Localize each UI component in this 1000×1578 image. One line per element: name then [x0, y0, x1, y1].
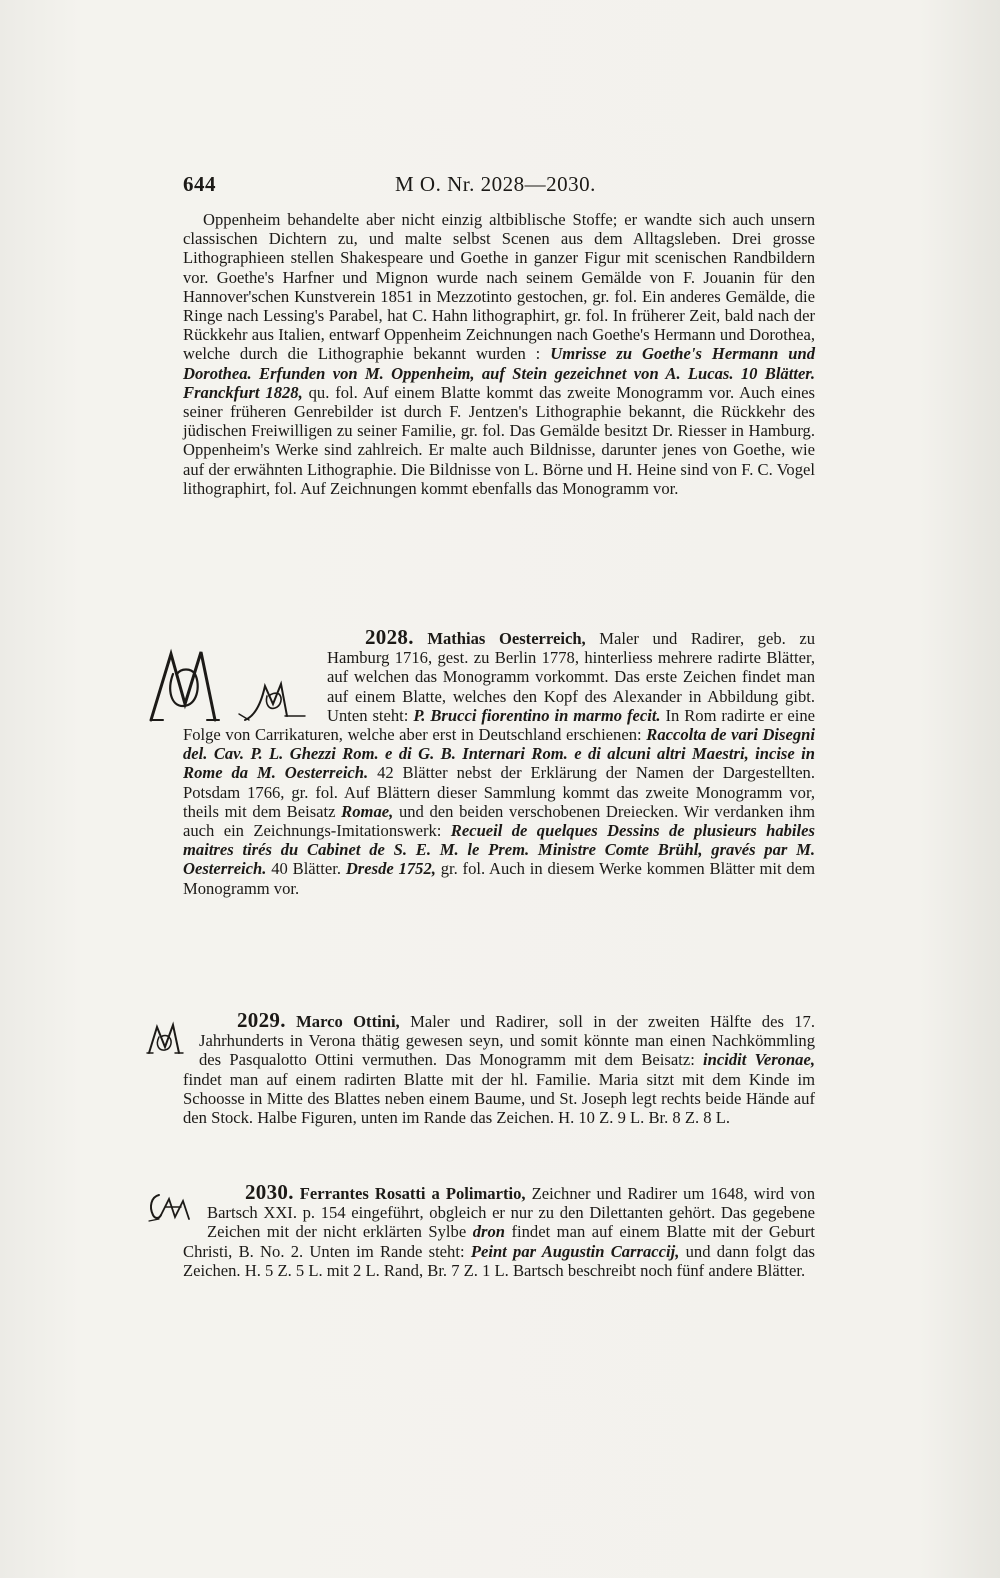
running-title: M O. Nr. 2028—2030. [395, 172, 596, 196]
entry-artist-name: Ferrantes Rosatti a Polimartio, [299, 1184, 526, 1203]
entry-2030 [183, 1180, 815, 1280]
entry-paragraph: 2028. Mathias Oesterreich, Maler und Radirer, geb. zu Hamburg 1716, gest. zu Berlin 1778, hinterliess mehrere radirte Blätter, auf welchen das Monogramm vorkommt. Das erste Zeichen findet man auf einem Blatte, welches den Kopf des Alexander in Abbildung gibt. Unten steht: P. Brucci fiorentino in marmo fecit. In Rom radirte er eine Folge von Carrikaturen, welche aber erst in Deutschland erschienen: Raccolta de vari Disegni del. Cav. P. L. Ghezzi Rom. e di G. B. Internari Rom. e di alcuni altri Maestri, incise in Rome da M. Oesterreich. 42 Blätter nebst der Erklärung der Namen der Dargestellten. Potsdam 1766, gr. fol. Auf Blättern dieser Sammlung kommt das zweite Monogramm vor, theils mit dem Beisatz Romae, und den beiden verschobenen Dreiecken. Wir verdanken ihm auch ein Zeichnungs-Imitationswerk: Recueil de quelques Dessins de plusieurs habiles maitres tirés du Cabinet de S. E. M. le Prem. Ministre Comte Brühl, gravés par M. Oesterreich. 40 Blätter. Dresde 1752, gr. fol. Auch in diesem Werke kommen Blätter mit dem Monogramm vor. [183, 628, 815, 898]
entry-paragraph: 2029. Marco Ottini, Maler und Radirer, soll in der zweiten Hälfte des 17. Jahrhunderts in Verona thätig gewesen seyn, und somit könnte man einen Nachkömmling des Pasqualotto Ottini vermuthen. Das Monogramm mit dem Beisatz: incidit Veronae, findet man auf einem radirten Blatte mit der hl. Familie. Maria sitzt mit dem Kinde im Schoosse in Mitte des Blattes neben einem Baume, und St. Joseph legt rechts beide Hände auf den Stock. Halbe Figuren, unten im Rande das Zeichen. H. 10 Z. 9 L. Br. 8 Z. 8 L. [183, 1011, 815, 1127]
entry-number: 2030. [245, 1180, 294, 1204]
monogram-fr-icon [145, 1189, 197, 1225]
page-header [183, 172, 815, 202]
entry-number: 2029. [237, 1008, 286, 1032]
entry-artist-name: Marco Ottini, [296, 1012, 400, 1031]
entry-paragraph: 2030. Ferrantes Rosatti a Polimartio, Zeichner und Radirer um 1648, wird von Bartsch XXI. p. 154 eingeführt, obgleich er nur zu den Dilettanten gehört. Das gegebene Zeichen mit der nicht erklärten Sylbe dron findet man auf einem Blatte mit der Geburt Christi, B. No. 2. Unten im Rande steht: Peint par Augustin Carraccij, und dann folgt das Zeichen. H. 5 Z. 5 L. mit 2 L. Rand, Br. 7 Z. 1 L. Bartsch beschreibt noch fünf andere Blätter. [183, 1183, 815, 1280]
page-number: 644 [183, 172, 216, 196]
entry-artist-name: Mathias Oesterreich, [427, 629, 586, 648]
entry-number: 2028. [365, 625, 414, 649]
entry-2028 [183, 625, 816, 898]
entry-2029 [183, 1008, 815, 1128]
intro-paragraph: Oppenheim behandelte aber nicht einzig altbiblische Stoffe; er wandte sich auch unsern classischen Dichtern zu, und malte selbst Scenen aus dem Alltagsleben. Drei grosse Lithographieen stellen Shakespeare und Goethe in ganzer Figur mit scenischen Randbildern vor. Goethe's Harfner und Mignon wurde nach seinem Gemälde von F. Jouanin für den Hannover'schen Kunstverein 1851 in Mezzotinto gestochen, gr. fol. Ein anderes Gemälde, die Ringe nach Lessing's Parabel, hat C. Hahn lithographirt, gr. fol. In früherer Zeit, bald nach der Rückkehr aus Italien, entwarf Oppenheim Zeichnungen nach Goethe's Hermann und Dorothea, welche durch die Lithographie bekannt wurden : Umrisse zu Goethe's Hermann und Dorothea. Erfunden von M. Oppenheim, auf Stein gezeichnet von A. Lucas. 10 Blätter. Franckfurt 1828, qu. fol. Auf einem Blatte kommt das zweite Monogramm vor. Auch eines seiner früheren Genrebilder ist durch F. Jentzen's Lithographie bekannt, die Rückkehr des jüdischen Freiwilligen zu seiner Familie, gr. fol. Das Gemälde besitzt Dr. Riesser in Hamburg. Oppenheim's Werke sind zahlreich. Er malte auch Bildnisse, darunter jenes von Goethe, wie auf der erwähnten Lithographie. Die Bildnisse von L. Börne und H. Heine sind von F. C. Vogel lithographirt, fol. Auf Zeichnungen kommt ebenfalls das Monogramm vor. [183, 210, 815, 498]
monogram-mo-icon [145, 1017, 189, 1057]
monogram-mo-icon [145, 634, 317, 724]
intro-block [183, 210, 815, 498]
